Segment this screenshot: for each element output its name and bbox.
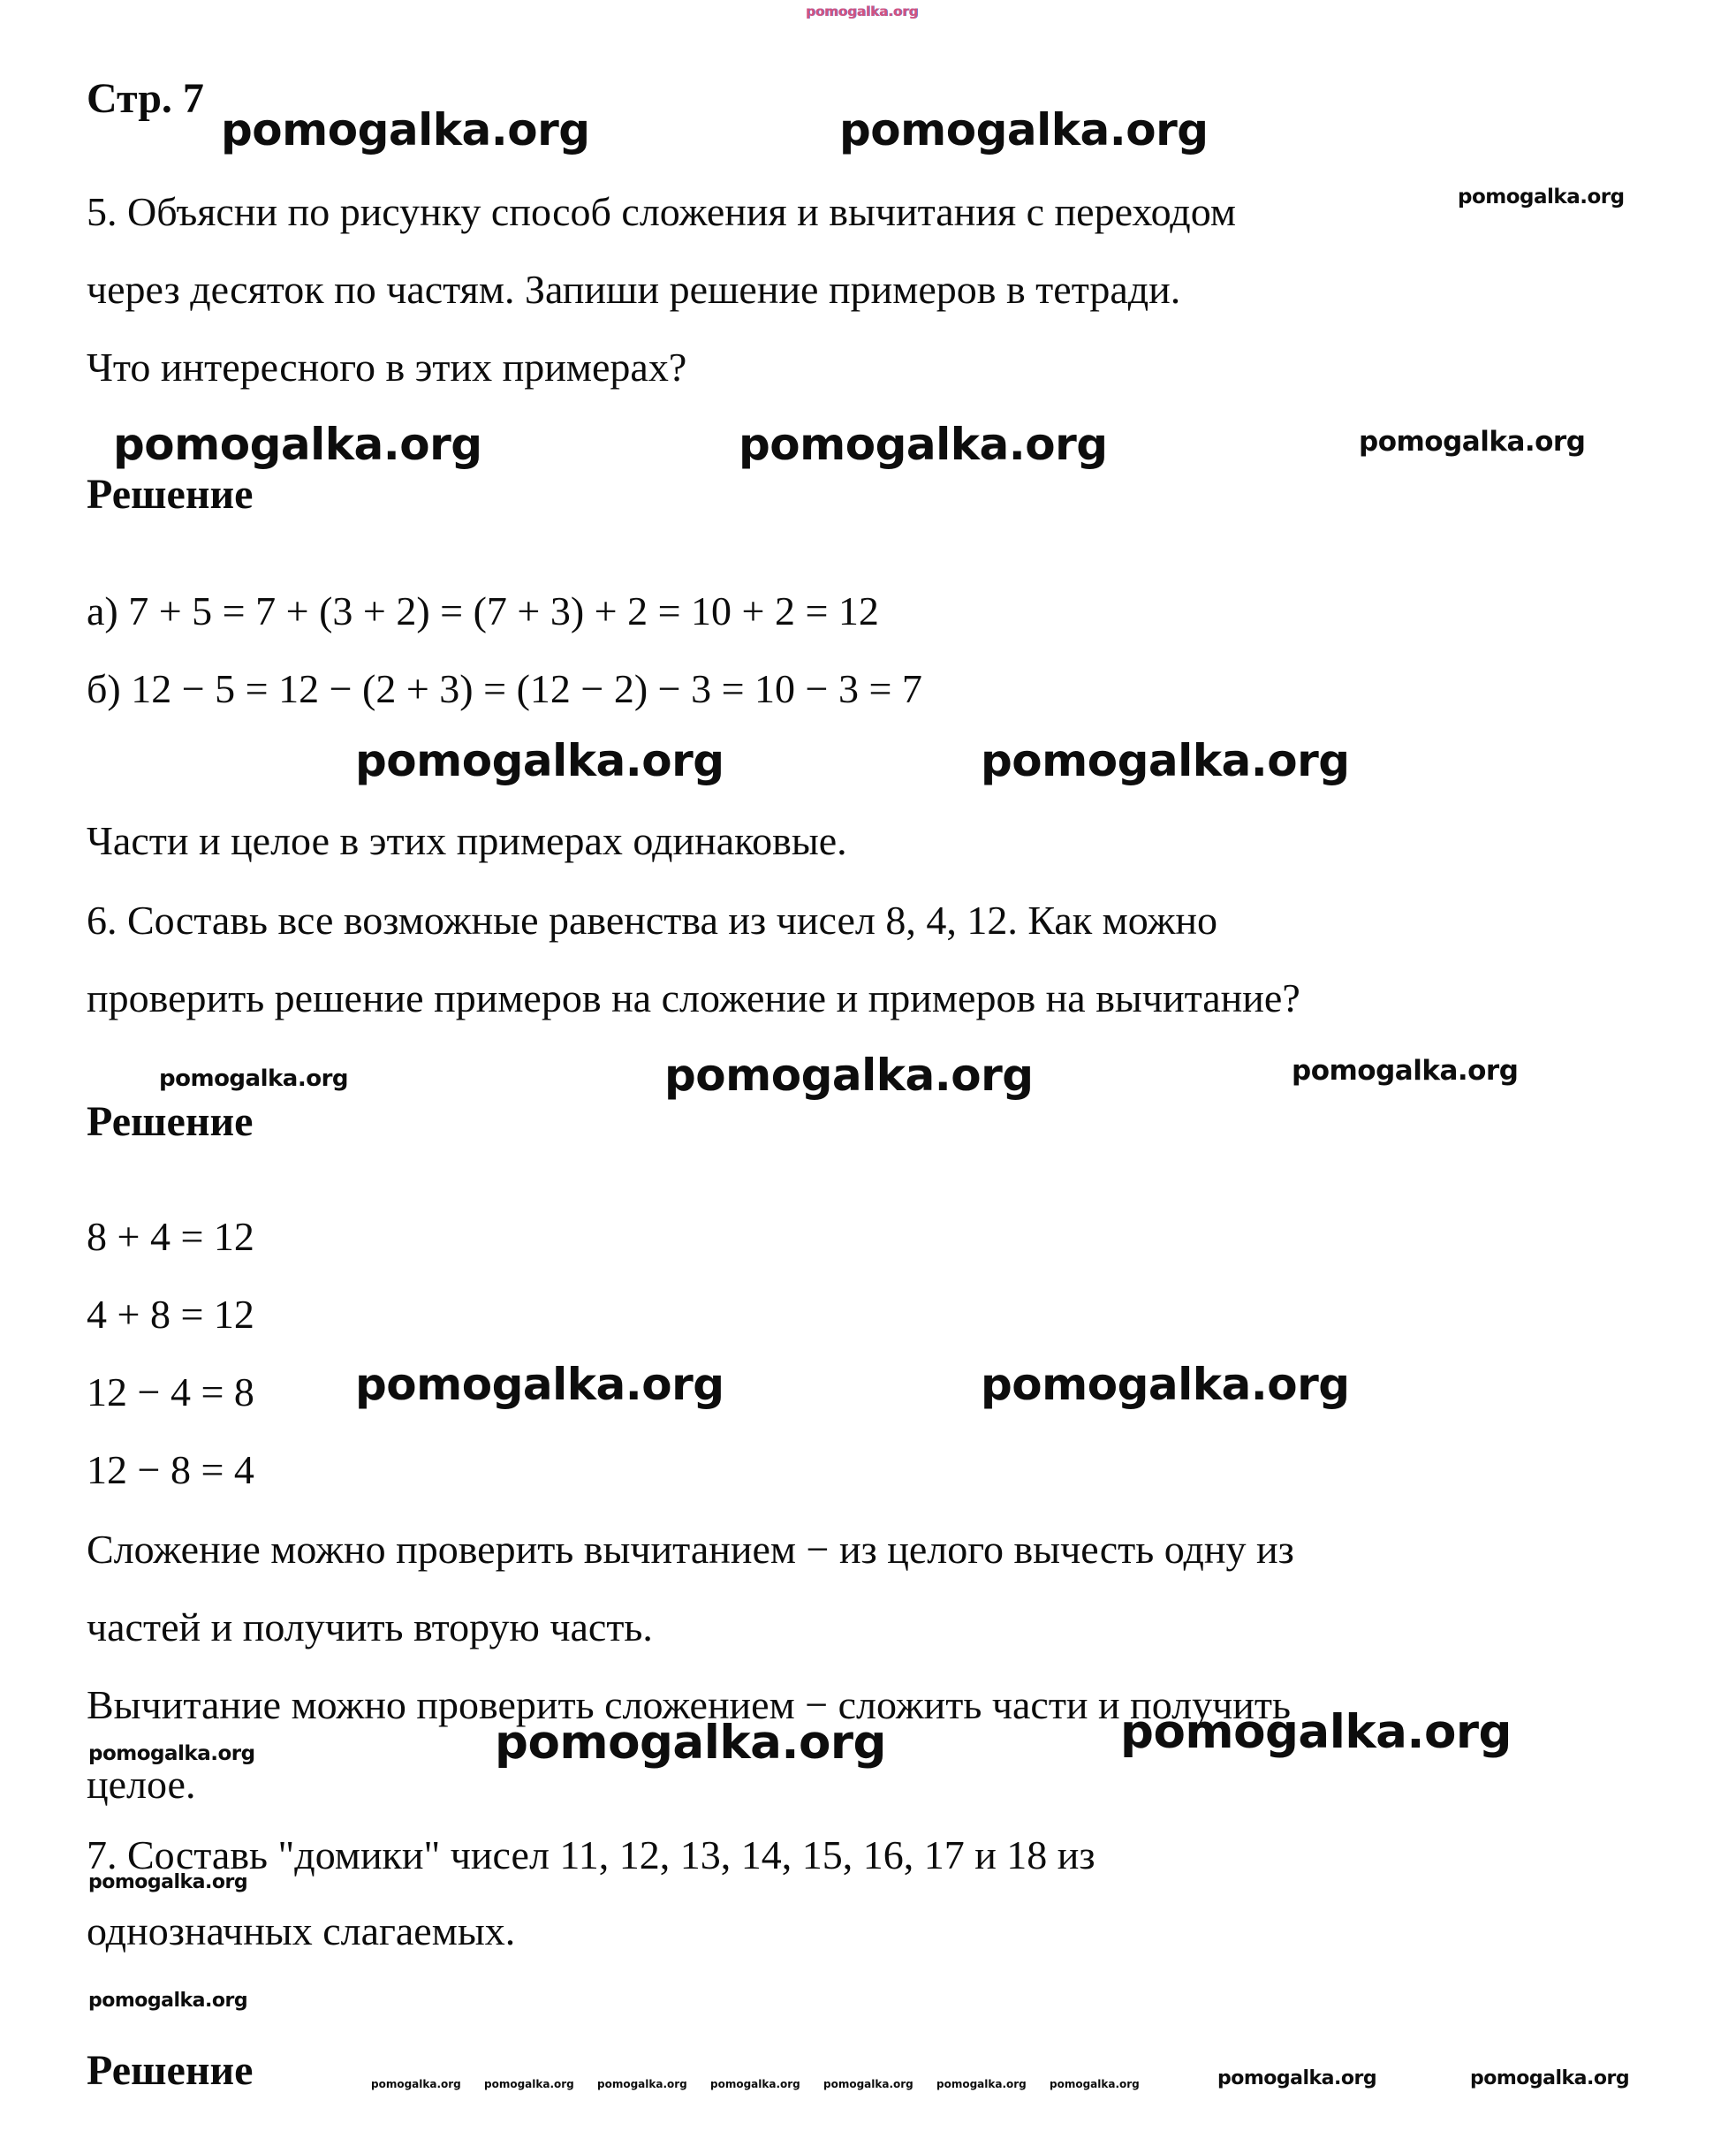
page-number: Стр. 7 xyxy=(87,75,204,122)
solution-heading-5: Решение xyxy=(87,471,254,518)
watermark: pomogalka.org xyxy=(88,1742,255,1765)
watermark: pomogalka.org xyxy=(221,104,590,155)
watermark: pomogalka.org xyxy=(981,1359,1350,1410)
watermark: pomogalka.org xyxy=(1120,1705,1512,1759)
watermark: pomogalka.org xyxy=(597,2078,687,2090)
watermark: pomogalka.org xyxy=(484,2078,574,2090)
watermark: pomogalka.org xyxy=(739,419,1108,470)
watermark: pomogalka.org xyxy=(1458,186,1625,209)
watermark: pomogalka.org xyxy=(88,1871,248,1893)
equation-5b: б) 12 − 5 = 12 − (2 + 3) = (12 − 2) − 3 = 10 − 3 = 7 xyxy=(87,666,922,711)
problem-6-text-line1: 6. Составь все возможные равенства из чисел 8, 4, 12. Как можно xyxy=(87,898,1218,943)
watermark: pomogalka.org xyxy=(806,4,919,19)
watermark: pomogalka.org xyxy=(113,419,482,470)
watermark: pomogalka.org xyxy=(355,735,724,786)
check-subtraction-line1: Вычитание можно проверить сложением − сложить части и получить xyxy=(87,1682,1291,1727)
watermark: pomogalka.org xyxy=(159,1065,349,1092)
equation-6-3: 12 − 4 = 8 xyxy=(87,1369,254,1414)
watermark: pomogalka.org xyxy=(664,1050,1034,1101)
watermark: pomogalka.org xyxy=(981,735,1350,786)
watermark: pomogalka.org xyxy=(1050,2078,1140,2090)
watermark: pomogalka.org xyxy=(710,2078,800,2090)
problem-7-text-line1: 7. Составь "домики" чисел 11, 12, 13, 14, 15, 16, 17 и 18 из xyxy=(87,1832,1095,1877)
watermark: pomogalka.org xyxy=(1217,2067,1377,2089)
solution-heading-7: Решение xyxy=(87,2047,254,2094)
check-addition-line1: Сложение можно проверить вычитанием − из целого вычесть одну из xyxy=(87,1527,1294,1572)
watermark: pomogalka.org xyxy=(355,1359,724,1410)
watermark: pomogalka.org xyxy=(1292,1055,1519,1087)
watermark: pomogalka.org xyxy=(371,2078,461,2090)
equation-6-2: 4 + 8 = 12 xyxy=(87,1292,254,1337)
solution-heading-6: Решение xyxy=(87,1098,254,1145)
problem-6-text-line2: проверить решение примеров на сложение и примеров на вычитание? xyxy=(87,975,1300,1020)
watermark: pomogalka.org xyxy=(1470,2067,1630,2089)
equation-5a: а) 7 + 5 = 7 + (3 + 2) = (7 + 3) + 2 = 10 + 2 = 12 xyxy=(87,588,879,633)
watermark: pomogalka.org xyxy=(88,1990,248,2012)
watermark: pomogalka.org xyxy=(839,104,1209,155)
watermark: pomogalka.org xyxy=(936,2078,1027,2090)
problem-7-text-line2: однозначных слагаемых. xyxy=(87,1908,516,1953)
equation-6-4: 12 − 8 = 4 xyxy=(87,1447,254,1492)
check-addition-line2: частей и получить вторую часть. xyxy=(87,1604,653,1649)
problem-5-text-line1: 5. Объясни по рисунку способ сложения и вычитания с переходом xyxy=(87,189,1236,234)
problem-5-text-line2: через десяток по частям. Запиши решение примеров в тетради. xyxy=(87,267,1181,312)
check-subtraction-line2: целое. xyxy=(87,1762,196,1807)
problem-5-note: Части и целое в этих примерах одинаковые. xyxy=(87,818,847,863)
problem-5-text-line3: Что интересного в этих примерах? xyxy=(87,345,687,390)
watermark: pomogalka.org xyxy=(1359,426,1586,458)
watermark: pomogalka.org xyxy=(495,1716,886,1770)
watermark: pomogalka.org xyxy=(823,2078,913,2090)
equation-6-1: 8 + 4 = 12 xyxy=(87,1214,254,1259)
